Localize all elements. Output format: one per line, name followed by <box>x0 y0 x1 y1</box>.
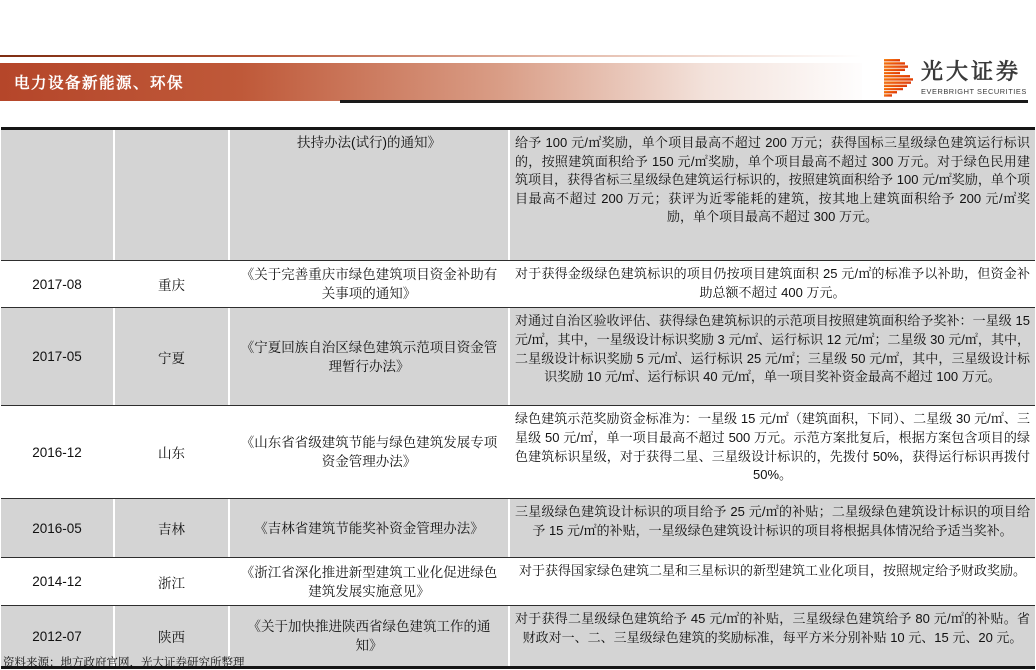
cell-policy: 扶持办法(试行)的通知》 <box>230 130 510 260</box>
brand-name-en: EVERBRIGHT SECURITIES <box>921 86 1027 96</box>
cell-region <box>115 130 230 260</box>
everbright-logo-icon <box>884 59 914 97</box>
cell-region: 陕西 <box>115 606 230 666</box>
cell-date: 2012-07 <box>1 606 115 666</box>
cell-region: 山东 <box>115 406 230 498</box>
cell-policy: 《关于完善重庆市绿色建筑项目资金补助有关事项的通知》 <box>230 261 510 307</box>
brand-name <box>921 60 1027 95</box>
brand-name-cn: 光大证券 <box>921 59 1022 85</box>
cell-policy: 《关于加快推进陕西省绿色建筑工作的通知》 <box>230 606 510 666</box>
cell-detail: 给予 100 元/㎡奖励，单个项目最高不超过 200 万元；获得国标三星级绿色建筑运行标识的，按照建筑面积给予 150 元/㎡奖励，单个项目最高不超过 300 万元。对于绿色民用建筑项目，获得省标三星级绿色建筑运行标识的，按照建筑面积给予 100 元/㎡奖励，单个项目最高不超过 200 万元；获评为近零能耗的建筑，按其地上建筑面积给予 200 元/㎡奖励，单个项目最高不超过 300 万元。 <box>515 135 1030 225</box>
cell-region: 宁夏 <box>115 308 230 405</box>
cell-date: 2016-12 <box>1 406 115 498</box>
cell-detail: 对于获得二星级绿色建筑给予 45 元/㎡的补贴，三星级绿色建筑给予 80 元/㎡的补贴。省财政对一、二、三星级绿色建筑的奖励标准，每平方米分别补贴 10 元、15 元、20 元。 <box>515 611 1030 645</box>
cell-detail: 三星级绿色建筑设计标识的项目给予 25 元/㎡的补贴；二星级绿色建筑设计标识的项目给予 15 元/㎡的补贴，一星级绿色建筑设计标识的项目将根据具体情况给予适当奖补。 <box>515 504 1030 538</box>
source-note: 资料来源：地方政府官网，光大证券研究所整理 <box>3 657 245 669</box>
cell-date: 2017-05 <box>1 308 115 405</box>
cell-policy: 《宁夏回族自治区绿色建筑示范项目资金管理暂行办法》 <box>230 308 510 405</box>
header-top-rule <box>0 55 862 57</box>
cell-detail: 对于获得金级绿色建筑标识的项目仍按项目建筑面积 25 元/㎡的标准予以补助，但资金补助总额不超过 400 万元。 <box>515 266 1030 300</box>
cell-date: 2017-08 <box>1 261 115 307</box>
cell-date: 2016-05 <box>1 499 115 557</box>
table-row <box>1 307 1035 405</box>
table-row <box>1 260 1035 307</box>
table-row <box>1 498 1035 557</box>
table-row <box>1 557 1035 605</box>
policy-table <box>1 127 1035 669</box>
cell-detail: 绿色建筑示范奖励资金标准为：一星级 15 元/㎡（建筑面积，下同）、二星级 30 元/㎡、三星级 50 元/㎡，单一项目最高不超过 500 万元。示范方案批复后，根据方案包含项目的绿色建筑标识星级，对于获得二星、三星级设计标识的，先拨付 50%，获得运行标识再拨付 50%。 <box>515 411 1030 483</box>
header-banner <box>0 63 862 101</box>
cell-detail: 对于获得国家绿色建筑二星和三星标识的新型建筑工业化项目，按照规定给予财政奖励。 <box>518 563 1026 579</box>
table-row <box>1 405 1035 498</box>
cell-policy: 《山东省省级建筑节能与绿色建筑发展专项资金管理办法》 <box>230 406 510 498</box>
section-title: 电力设备新能源、环保 <box>14 75 185 92</box>
cell-policy: 《吉林省建筑节能奖补资金管理办法》 <box>230 499 510 557</box>
header-underline <box>340 100 1028 103</box>
cell-detail: 对通过自治区验收评估、获得绿色建筑标识的示范项目按照建筑面积给予奖补：一星级 15 元/㎡，其中，一星级设计标识奖励 3 元/㎡、运行标识 12 元/㎡；二星级 30 元/㎡，其中，二星级设计标识奖励 5 元/㎡、运行标识 25 元/㎡；三星级 50 元/㎡，其中，三星级设计标识奖励 10 元/㎡、运行标识 40 元/㎡，单一项目奖补资金最高不超过 100 万元。 <box>515 313 1030 385</box>
brand-logo <box>884 57 1027 99</box>
cell-date <box>1 130 115 260</box>
cell-region: 浙江 <box>115 558 230 605</box>
cell-date: 2014-12 <box>1 558 115 605</box>
table-row <box>1 130 1035 260</box>
cell-policy: 《浙江省深化推进新型建筑工业化促进绿色建筑发展实施意见》 <box>230 558 510 605</box>
cell-region: 重庆 <box>115 261 230 307</box>
cell-region: 吉林 <box>115 499 230 557</box>
